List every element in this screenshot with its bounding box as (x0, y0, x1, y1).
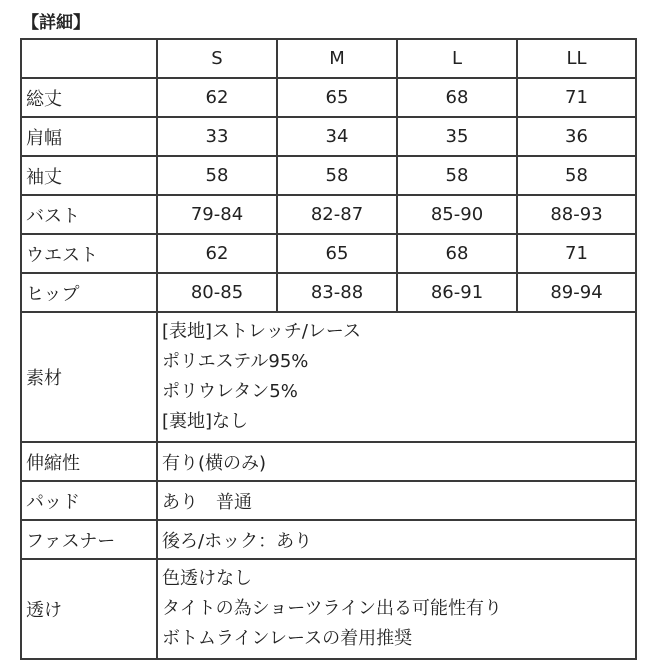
row-label: 肩幅 (21, 117, 157, 156)
value-cell: 34 (277, 117, 397, 156)
detail-value (157, 312, 636, 442)
detail-line: タイトの為ショーツライン出る可能性有り (162, 598, 503, 619)
detail-label: ファスナー (21, 520, 157, 559)
value-cell: 71 (517, 78, 636, 117)
measurement-row-shoulder (21, 117, 636, 156)
value-cell: 62 (157, 78, 277, 117)
detail-row-pad (21, 481, 636, 520)
row-label: ウエスト (21, 234, 157, 273)
detail-row-stretch (21, 442, 636, 481)
detail-label: 透け (21, 559, 157, 659)
value-cell: 36 (517, 117, 636, 156)
value-cell: 82-87 (277, 195, 397, 234)
detail-row-material (21, 312, 636, 442)
detail-line: [表地]ストレッチ/レース (162, 321, 362, 342)
row-label: 袖丈 (21, 156, 157, 195)
detail-value (157, 520, 636, 559)
detail-row-sheerness (21, 559, 636, 659)
detail-value (157, 442, 636, 481)
corner-cell (21, 39, 157, 78)
value-cell: 79-84 (157, 195, 277, 234)
detail-line: あり 普通 (162, 491, 252, 513)
measurement-row-bust (21, 195, 636, 234)
detail-line: ボトムラインレースの着用推奨 (162, 628, 413, 649)
row-label: ヒップ (21, 273, 157, 312)
value-cell: 33 (157, 117, 277, 156)
detail-line: 有り(横のみ) (162, 452, 267, 474)
detail-line: 色透けなし (162, 568, 252, 589)
row-label: バスト (21, 195, 157, 234)
measurement-row-hip (21, 273, 636, 312)
value-cell: 80-85 (157, 273, 277, 312)
row-label: 総丈 (21, 78, 157, 117)
measurement-row-waist (21, 234, 636, 273)
detail-row-zipper (21, 520, 636, 559)
value-cell: 71 (517, 234, 636, 273)
value-cell: 85-90 (397, 195, 517, 234)
page-heading: 【詳細】 (22, 13, 90, 33)
value-cell: 68 (397, 234, 517, 273)
measurement-row-sleeve (21, 156, 636, 195)
value-cell: 65 (277, 234, 397, 273)
size-header-l: L (397, 39, 517, 78)
value-cell: 68 (397, 78, 517, 117)
size-header-row (21, 39, 636, 78)
detail-line: ポリウレタン5% (162, 381, 298, 402)
value-cell: 88-93 (517, 195, 636, 234)
value-cell: 35 (397, 117, 517, 156)
size-header-ll: LL (517, 39, 636, 78)
detail-line: [裏地]なし (162, 411, 249, 432)
detail-value (157, 481, 636, 520)
size-header-m: M (277, 39, 397, 78)
value-cell: 65 (277, 78, 397, 117)
size-chart-table (20, 38, 637, 660)
detail-label: 伸縮性 (21, 442, 157, 481)
value-cell: 86-91 (397, 273, 517, 312)
size-header-s: S (157, 39, 277, 78)
detail-line: 後ろ/ホック：あり (162, 530, 313, 552)
value-cell: 58 (277, 156, 397, 195)
detail-value (157, 559, 636, 659)
value-cell: 58 (157, 156, 277, 195)
value-cell: 58 (397, 156, 517, 195)
detail-line: ポリエステル95% (162, 351, 309, 372)
value-cell: 62 (157, 234, 277, 273)
value-cell: 89-94 (517, 273, 636, 312)
detail-label: 素材 (21, 312, 157, 442)
measurement-row-length (21, 78, 636, 117)
detail-label: パッド (21, 481, 157, 520)
value-cell: 83-88 (277, 273, 397, 312)
value-cell: 58 (517, 156, 636, 195)
